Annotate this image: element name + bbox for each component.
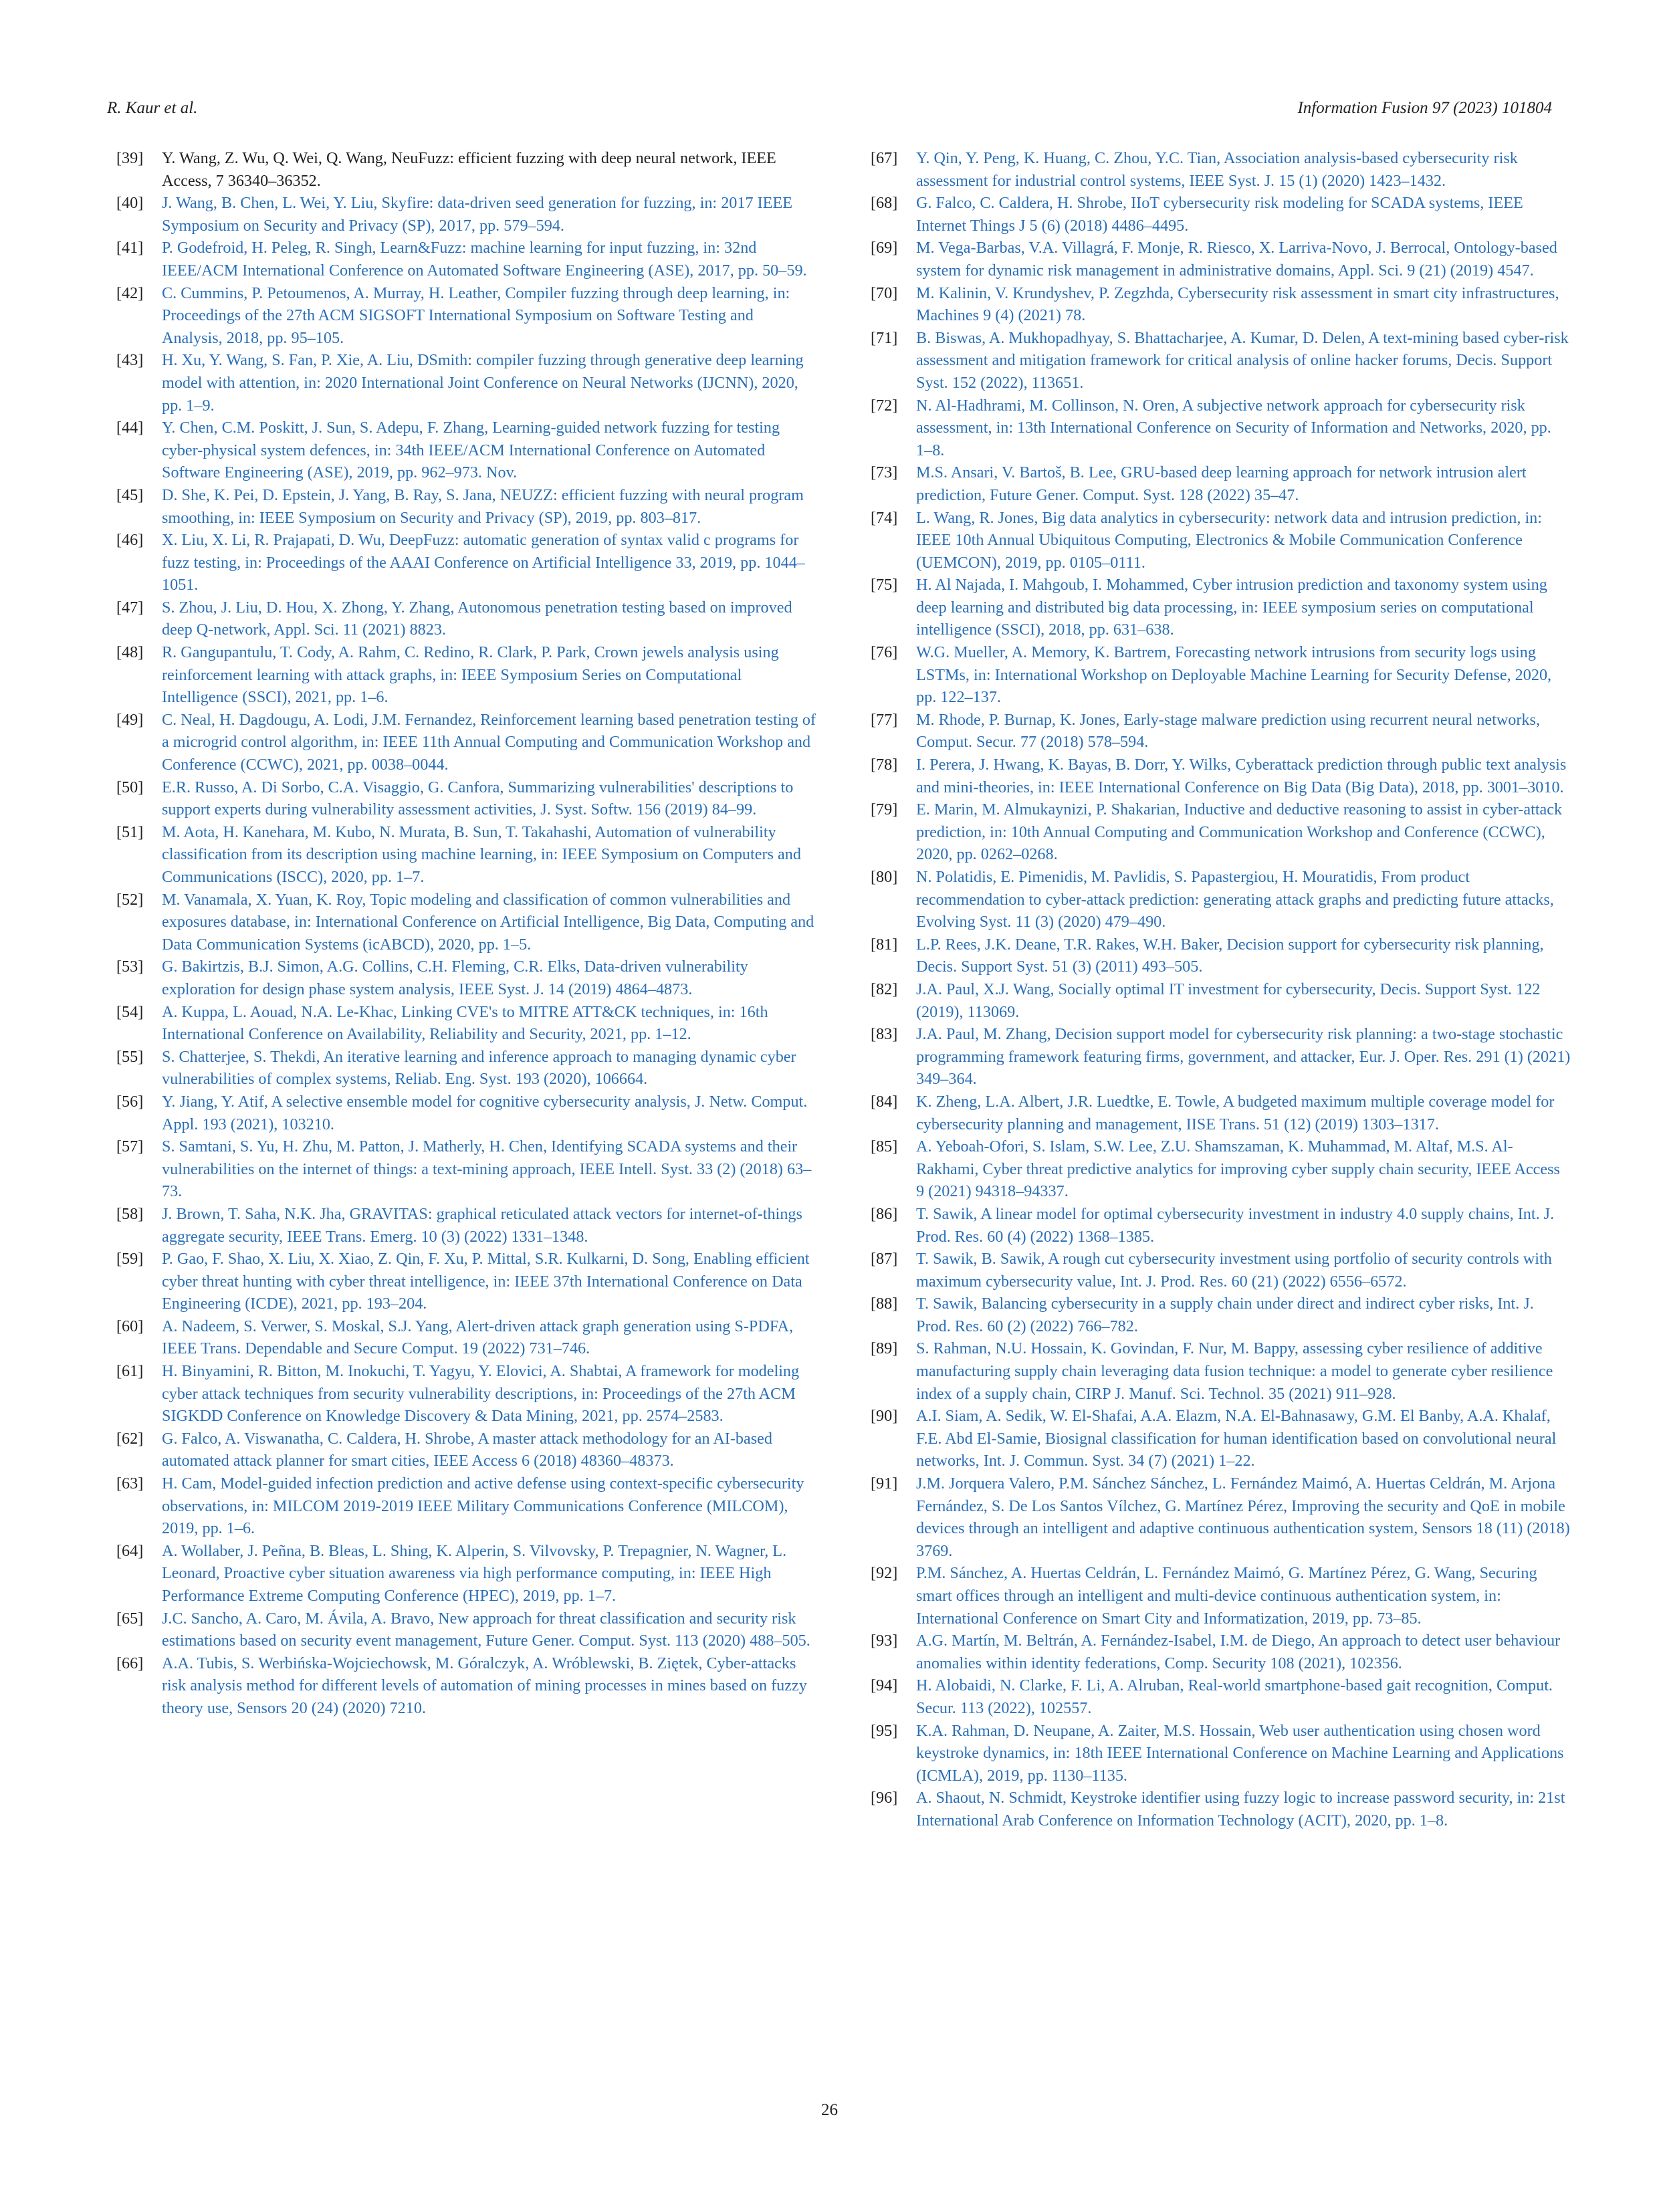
reference-number: [85] (871, 1137, 898, 1156)
reference-entry (116, 709, 817, 776)
reference-entry (116, 1315, 817, 1360)
reference-entry (116, 147, 817, 192)
reference-entry (116, 1472, 817, 1540)
reference-number: [82] (871, 980, 898, 998)
reference-number: [74] (871, 508, 898, 527)
reference-link[interactable]: H. Binyamini, R. Bitton, M. Inokuchi, T. Yagyu, Y. Elovici, A. Shabtai, A framework for modeling cyber attack techniques from security vulnerability descriptions, in: Proceedings of the 27th ACM SIGKDD Conference on Knowledge Discovery & Data Mining, 2021, pp. 2574–2583. (162, 1362, 800, 1426)
reference-entry (116, 1540, 817, 1608)
reference-number: [53] (116, 958, 144, 976)
reference-entry (871, 1720, 1571, 1787)
reference-number: [87] (871, 1250, 898, 1268)
reference-link[interactable]: W.G. Mueller, A. Memory, K. Bartrem, Forecasting network intrusions from security logs using LSTMs, in: International Workshop on Deployable Machine Learning for Security Defense, 2020, pp. 122–137. (916, 643, 1552, 707)
reference-link[interactable]: R. Gangupantulu, T. Cody, A. Rahm, C. Redino, R. Clark, P. Park, Crown jewels analysis using reinforcement learning with attack graphs, in: IEEE Symposium Series on Computational Intelligence (SSCI), 2021, pp. 1–6. (162, 643, 779, 707)
reference-entry (116, 956, 817, 1000)
reference-entry (116, 192, 817, 237)
reference-entry (116, 1203, 817, 1248)
reference-number: [58] (116, 1204, 144, 1223)
reference-link[interactable]: G. Falco, C. Caldera, H. Shrobe, IIoT cybersecurity risk modeling for SCADA systems, IEEE Internet Things J 5 (6) (2018) 4486–4495. (916, 194, 1523, 235)
reference-entry (871, 866, 1571, 933)
reference-number: [76] (871, 643, 898, 662)
reference-link[interactable]: S. Zhou, J. Liu, D. Hou, X. Zhong, Y. Zhang, Autonomous penetration testing based on improved deep Q-network, Appl. Sci. 11 (2021) 8823. (162, 598, 792, 639)
reference-link[interactable]: M. Aota, H. Kanehara, M. Kubo, N. Murata, B. Sun, T. Takahashi, Automation of vulnerability classification from its description using machine learning, in: IEEE Symposium on Computers and Communications (ISCC), 2020, pp. 1–7. (162, 822, 801, 886)
reference-number: [49] (116, 710, 144, 729)
reference-link[interactable]: Y. Jiang, Y. Atif, A selective ensemble model for cognitive cybersecurity analysis, J. Netw. Comput. Appl. 193 (2021), 103210. (162, 1092, 808, 1133)
reference-number: [78] (871, 756, 898, 774)
reference-link[interactable]: H. Alobaidi, N. Clarke, F. Li, A. Alruban, Real-world smartphone-based gait recognition, Comput. Secur. 113 (2022), 102557. (916, 1676, 1553, 1717)
reference-number: [94] (871, 1676, 898, 1695)
reference-entry (871, 1135, 1571, 1203)
reference-entry (116, 1135, 817, 1203)
reference-number: [46] (116, 531, 144, 550)
reference-link[interactable]: N. Al-Hadhrami, M. Collinson, N. Oren, A subjective network approach for cybersecurity risk assessment, in: 13th International Conference on Security of Information and Networks, 2020, pp. 1–8. (916, 396, 1551, 459)
reference-link[interactable]: A. Yeboah-Ofori, S. Islam, S.W. Lee, Z.U. Shamszaman, K. Muhammad, M. Altaf, M.S. Al-Rakhami, Cyber threat predictive analytics for improving cyber supply chain security, IEEE Access 9 (2021) 94318–94337. (916, 1137, 1560, 1201)
reference-entry (116, 596, 817, 641)
reference-number: [48] (116, 643, 144, 662)
reference-number: [57] (116, 1137, 144, 1156)
reference-link[interactable]: B. Biswas, A. Mukhopadhyay, S. Bhattacharjee, A. Kumar, D. Delen, A text-mining based cyber-risk assessment and mitigation framework for critical analysis of online hacker forums, Decis. Support Syst. 152 (2022), 113651. (916, 328, 1569, 392)
reference-entry (871, 1293, 1571, 1337)
reference-number: [61] (116, 1362, 144, 1381)
reference-number: [95] (871, 1721, 898, 1740)
reference-entry (871, 754, 1571, 798)
reference-entry (116, 776, 817, 821)
reference-entry (871, 574, 1571, 641)
reference-link[interactable]: H. Cam, Model-guided infection prediction and active defense using context-specific cybersecurity observations, in: MILCOM 2019-2019 IEEE Military Communications Conference (MILCOM), 2019, pp. 1–6. (162, 1474, 804, 1538)
reference-entry (116, 417, 817, 484)
reference-entry (871, 933, 1571, 978)
reference-link[interactable]: H. Al Najada, I. Mahgoub, I. Mohammed, Cyber intrusion prediction and taxonomy system using deep learning and distributed big data processing, in: IEEE symposium series on computational intelligence (SSCI), 2018, pp. 631–638. (916, 576, 1547, 639)
reference-entry (871, 237, 1571, 282)
reference-entry (871, 798, 1571, 866)
reference-entry (871, 641, 1571, 709)
reference-number: [51] (116, 822, 144, 841)
reference-entry (116, 1652, 817, 1720)
reference-link[interactable]: H. Xu, Y. Wang, S. Fan, P. Xie, A. Liu, DSmith: compiler fuzzing through generative deep learning model with attention, in: 2020 International Joint Conference on Neural Networks (IJCNN), 2020, pp. 1–9. (162, 351, 804, 415)
reference-link[interactable]: M. Kalinin, V. Krundyshev, P. Zegzhda, Cybersecurity risk assessment in smart city infrastructures, Machines 9 (4) (2021) 78. (916, 284, 1559, 325)
reference-link[interactable]: A.G. Martín, M. Beltrán, A. Fernández-Isabel, I.M. de Diego, An approach to detect user behaviour anomalies within identity federations, Comp. Security 108 (2021), 102356. (916, 1632, 1561, 1672)
reference-number: [70] (871, 284, 898, 302)
reference-number: [86] (871, 1204, 898, 1223)
reference-number: [84] (871, 1092, 898, 1111)
reference-number: [41] (116, 239, 144, 257)
reference-link[interactable]: J. Brown, T. Saha, N.K. Jha, GRAVITAS: graphical reticulated attack vectors for internet-of-things aggregate security, IEEE Trans. Emerg. 10 (3) (2022) 1331–1348. (162, 1204, 802, 1246)
reference-entry (871, 282, 1571, 327)
reference-number: [92] (871, 1564, 898, 1583)
reference-entry (116, 282, 817, 350)
reference-link[interactable]: X. Liu, X. Li, R. Prajapati, D. Wu, DeepFuzz: automatic generation of syntax valid c programs for fuzz testing, in: Proceedings of the AAAI Conference on Artificial Intelligence 33, 2019, pp. 1044–1051. (162, 531, 805, 594)
reference-number: [60] (116, 1317, 144, 1335)
reference-link[interactable]: K.A. Rahman, D. Neupane, A. Zaiter, M.S. Hossain, Web user authentication using chosen word keystroke dynamics, in: 18th IEEE International Conference on Machine Learning and Applications (ICMLA), 2019, pp. 1130–1135. (916, 1721, 1564, 1785)
reference-link[interactable]: G. Falco, A. Viswanatha, C. Caldera, H. Shrobe, A master attack methodology for an AI-based automated attack planner for smart cities, IEEE Access 6 (2018) 48360–48373. (162, 1429, 772, 1470)
reference-entry (871, 395, 1571, 462)
reference-number: [81] (871, 935, 898, 954)
reference-link[interactable]: J.M. Jorquera Valero, P.M. Sánchez Sánchez, L. Fernández Maimó, A. Huertas Celdrán, M. Arjona Fernández, S. De Los Santos Vílchez, G. Martínez Pérez, Improving the security and QoE in mobile devices through an intelligent and adaptive continuous authentication system, Sensors 18 (11) (2018) 3769. (916, 1474, 1570, 1560)
reference-entry (871, 978, 1571, 1023)
reference-entry (116, 1091, 817, 1135)
reference-link[interactable]: A. Shaout, N. Schmidt, Keystroke identifier using fuzzy logic to increase password security, in: 21st International Arab Conference on Information Technology (ACIT), 2020, pp. 1–8. (916, 1789, 1565, 1830)
reference-number: [67] (871, 149, 898, 167)
references-right-column (871, 147, 1571, 1832)
reference-entry (871, 1091, 1571, 1135)
reference-entry (116, 237, 817, 282)
reference-link[interactable]: T. Sawik, Balancing cybersecurity in a supply chain under direct and indirect cyber risks, Int. J. Prod. Res. 60 (2) (2022) 766–782. (916, 1295, 1534, 1335)
reference-number: [45] (116, 485, 144, 504)
reference-number: [80] (871, 868, 898, 886)
reference-entry (871, 1472, 1571, 1562)
reference-link[interactable]: Y. Qin, Y. Peng, K. Huang, C. Zhou, Y.C. Tian, Association analysis-based cybersecurity risk assessment for industrial control systems, IEEE Syst. J. 15 (1) (2020) 1423–1432. (916, 149, 1518, 190)
reference-number: [79] (871, 800, 898, 819)
reference-link[interactable]: N. Polatidis, E. Pimenidis, M. Pavlidis, S. Papastergiou, H. Mouratidis, From product recommendation to cyber-attack prediction: generating attack graphs and predicting future attacks, Evolving Syst. 11 (3) (2020) 479–490. (916, 868, 1554, 931)
reference-link[interactable]: L.P. Rees, J.K. Deane, T.R. Rakes, W.H. Baker, Decision support for cybersecurity risk planning, Decis. Support Syst. 51 (3) (2011) 493–505. (916, 935, 1544, 976)
reference-link[interactable]: J.C. Sancho, A. Caro, M. Ávila, A. Bravo, New approach for threat classification and security risk estimations based on security event management, Future Gener. Comput. Syst. 113 (2020) 488–505. (162, 1609, 810, 1650)
reference-number: [93] (871, 1632, 898, 1650)
reference-link[interactable]: L. Wang, R. Jones, Big data analytics in cybersecurity: network data and intrusion prediction, in: IEEE 10th Annual Ubiquitous Computing, Electronics & Mobile Communication Conference (UEMCON), 2019, pp. 0105–0111. (916, 508, 1543, 572)
reference-link[interactable]: A.A. Tubis, S. Werbińska-Wojciechowsk, M. Góralczyk, A. Wróblewski, B. Ziętek, Cyber-attacks risk analysis method for different levels of automation of mining processes in mines based on fuzzy theory use, Sensors 20 (24) (2020) 7210. (162, 1654, 807, 1717)
reference-number: [68] (871, 194, 898, 213)
reference-link[interactable]: J.A. Paul, X.J. Wang, Socially optimal IT investment for cybersecurity, Decis. Support Syst. 122 (2019), 113069. (916, 980, 1541, 1021)
reference-entry (871, 1203, 1571, 1248)
reference-number: [90] (871, 1407, 898, 1426)
reference-link[interactable]: A. Nadeem, S. Verwer, S. Moskal, S.J. Yang, Alert-driven attack graph generation using S-PDFA, IEEE Trans. Dependable and Secure Comput. 19 (2022) 731–746. (162, 1317, 794, 1358)
reference-link[interactable]: P.M. Sánchez, A. Huertas Celdrán, L. Fernández Maimó, G. Martínez Pérez, G. Wang, Securing smart offices through an intelligent and multi-device continuous authentication system, in: International Conference on Smart City and Informatization, 2019, pp. 73–85. (916, 1564, 1537, 1628)
reference-link[interactable]: M. Vanamala, X. Yuan, K. Roy, Topic modeling and classification of common vulnerabilities and exposures database, in: International Conference on Artificial Intelligence, Big Data, Computing and Data Communication Systems (icABCD), 2020, pp. 1–5. (162, 890, 814, 954)
reference-link[interactable]: C. Neal, H. Dagdougu, A. Lodi, J.M. Fernandez, Reinforcement learning based penetration testing of a microgrid control algorithm, in: IEEE 11th Annual Computing and Communication Workshop and Conference (CCWC), 2021, pp. 0038–0044. (162, 710, 816, 774)
reference-entry (116, 1046, 817, 1091)
reference-number: [73] (871, 463, 898, 482)
reference-entry (871, 1562, 1571, 1630)
reference-number: [42] (116, 284, 144, 302)
reference-entry (871, 1405, 1571, 1472)
reference-number: [44] (116, 419, 144, 437)
reference-number: [91] (871, 1474, 898, 1493)
reference-number: [69] (871, 239, 898, 257)
reference-entry (116, 821, 817, 889)
reference-number: [89] (871, 1339, 898, 1358)
reference-entry (116, 1248, 817, 1315)
reference-link[interactable]: A. Wollaber, J. Peñna, B. Bleas, L. Shing, K. Alperin, S. Vilvovsky, P. Trepagnier, N. Wagner, L. Leonard, Proactive cyber situation awareness via high performance computing, in: IEEE High Performance Extreme Computing Conference (HPEC), 2019, pp. 1–7. (162, 1541, 787, 1605)
reference-link[interactable]: T. Sawik, A linear model for optimal cybersecurity investment in industry 4.0 supply chains, Int. J. Prod. Res. 60 (4) (2022) 1368–1385. (916, 1204, 1555, 1246)
reference-number: [47] (116, 598, 144, 617)
reference-entry (116, 1001, 817, 1046)
reference-link[interactable]: T. Sawik, B. Sawik, A rough cut cybersecurity investment using portfolio of security controls with maximum cybersecurity value, Int. J. Prod. Res. 60 (21) (2022) 6556–6572. (916, 1250, 1552, 1291)
reference-link[interactable]: A.I. Siam, A. Sedik, W. El-Shafai, A.A. Elazm, N.A. El-Bahnasawy, G.M. El Banby, A.A. Khalaf, F.E. Abd El-Samie, Biosignal classification for human identification based on convolutional neural networks, Int. J. Commun. Syst. 34 (7) (2021) 1–22. (916, 1407, 1557, 1470)
reference-link[interactable]: P. Gao, F. Shao, X. Liu, X. Xiao, Z. Qin, F. Xu, P. Mittal, S.R. Kulkarni, D. Song, Enabling efficient cyber threat hunting with cyber threat intelligence, in: IEEE 37th International Conference on Data Engineering (ICDE), 2021, pp. 193–204. (162, 1250, 810, 1313)
reference-entry (116, 1428, 817, 1472)
reference-number: [50] (116, 778, 144, 796)
references-left-column (116, 147, 817, 1720)
reference-number: [62] (116, 1429, 144, 1448)
reference-number: [52] (116, 890, 144, 909)
reference-number: [72] (871, 396, 898, 415)
reference-link[interactable]: S. Rahman, N.U. Hossain, K. Govindan, F. Nur, M. Bappy, assessing cyber resilience of additive manufacturing supply chain leveraging data fusion technique: a model to generate cyber resilience index of a supply chain, CIRP J. Manuf. Sci. Technol. 35 (2021) 911–928. (916, 1339, 1553, 1403)
reference-number: [43] (116, 351, 144, 370)
reference-number: [75] (871, 576, 898, 594)
reference-entry (116, 484, 817, 529)
reference-link[interactable]: I. Perera, J. Hwang, K. Bayas, B. Dorr, Y. Wilks, Cyberattack prediction through public text analysis and mini-theories, in: IEEE International Conference on Big Data (Big Data), 2018, pp. 3001–3010. (916, 756, 1567, 796)
reference-entry (871, 327, 1571, 395)
reference-entry (871, 1337, 1571, 1405)
reference-entry (116, 1360, 817, 1428)
page-number: 26 (821, 2101, 838, 2119)
reference-number: [63] (116, 1474, 144, 1493)
reference-entry (116, 641, 817, 709)
reference-link[interactable]: K. Zheng, L.A. Albert, J.R. Luedtke, E. Towle, A budgeted maximum multiple coverage model for cybersecurity planning and management, IISE Trans. 51 (12) (2019) 1303–1317. (916, 1092, 1555, 1133)
reference-number: [39] (116, 149, 144, 167)
reference-entry (871, 192, 1571, 237)
reference-number: [64] (116, 1541, 144, 1560)
reference-link[interactable]: G. Bakirtzis, B.J. Simon, A.G. Collins, C.H. Fleming, C.R. Elks, Data-driven vulnerability exploration for design phase system analysis, IEEE Syst. J. 14 (2019) 4864–4873. (162, 958, 748, 998)
reference-number: [55] (116, 1047, 144, 1066)
reference-number: [77] (871, 710, 898, 729)
reference-number: [40] (116, 194, 144, 213)
reference-link[interactable]: S. Samtani, S. Yu, H. Zhu, M. Patton, J. Matherly, H. Chen, Identifying SCADA systems and their vulnerabilities on the internet of things: a text-mining approach, IEEE Intell. Syst. 33 (2) (2018) 63–73. (162, 1137, 812, 1201)
reference-link[interactable]: C. Cummins, P. Petoumenos, A. Murray, H. Leather, Compiler fuzzing through deep learning, in: Proceedings of the 27th ACM SIGSOFT International Symposium on Software Testing and Analysis, 2018, pp. 95–105. (162, 284, 790, 347)
reference-entry (116, 889, 817, 956)
reference-number: [83] (871, 1025, 898, 1044)
reference-number: [59] (116, 1250, 144, 1268)
reference-number: [71] (871, 328, 898, 347)
reference-entry (871, 1023, 1571, 1091)
reference-entry (871, 461, 1571, 506)
reference-entry (871, 1787, 1571, 1832)
reference-entry (116, 349, 817, 417)
reference-number: [54] (116, 1002, 144, 1021)
reference-link[interactable]: D. She, K. Pei, D. Epstein, J. Yang, B. Ray, S. Jana, NEUZZ: efficient fuzzing with neural program smoothing, in: IEEE Symposium on Security and Privacy (SP), 2019, pp. 803–817. (162, 485, 804, 527)
reference-number: [65] (116, 1609, 144, 1628)
reference-number: [56] (116, 1092, 144, 1111)
reference-entry (871, 1630, 1571, 1674)
running-header-journal: Information Fusion 97 (2023) 101804 (1297, 99, 1552, 117)
reference-entry (871, 507, 1571, 574)
reference-entry (116, 1608, 817, 1652)
reference-link[interactable]: M. Vega-Barbas, V.A. Villagrá, F. Monje, R. Riesco, X. Larriva-Novo, J. Berrocal, Ontology-based system for dynamic risk management in administrative domains, Appl. Sci. 9 (21) (2019) 4547. (916, 239, 1557, 280)
reference-link[interactable]: E.R. Russo, A. Di Sorbo, C.A. Visaggio, G. Canfora, Summarizing vulnerabilities' descriptions to support experts during vulnerability assessment activities, J. Syst. Softw. 156 (2019) 84–99. (162, 778, 794, 819)
reference-entry (871, 709, 1571, 754)
running-header-authors: R. Kaur et al. (107, 99, 198, 117)
reference-number: [88] (871, 1295, 898, 1313)
reference-entry (871, 147, 1571, 192)
reference-link[interactable]: M. Rhode, P. Burnap, K. Jones, Early-stage malware prediction using recurrent neural networks, Comput. Secur. 77 (2018) 578–594. (916, 710, 1540, 752)
reference-number: [66] (116, 1654, 144, 1672)
reference-number: [96] (871, 1789, 898, 1807)
reference-link[interactable]: S. Chatterjee, S. Thekdi, An iterative learning and inference approach to managing dynamic cyber vulnerabilities of complex systems, Reliab. Eng. Syst. 193 (2020), 106664. (162, 1047, 796, 1089)
reference-entry (871, 1674, 1571, 1719)
reference-link[interactable]: J. Wang, B. Chen, L. Wei, Y. Liu, Skyfire: data-driven seed generation for fuzzing, in: 2017 IEEE Symposium on Security and Privacy (SP), 2017, pp. 579–594. (162, 194, 793, 235)
reference-entry (116, 529, 817, 596)
reference-link[interactable]: Y. Chen, C.M. Poskitt, J. Sun, S. Adepu, F. Zhang, Learning-guided network fuzzing for testing cyber-physical system defences, in: 34th IEEE/ACM International Conference on Automated Software Engineering (ASE), 2019, pp. 962–973. Nov. (162, 419, 780, 482)
reference-link[interactable]: A. Kuppa, L. Aouad, N.A. Le-Khac, Linking CVE's to MITRE ATT&CK techniques, in: 16th International Conference on Availability, Reliability and Security, 2021, pp. 1–12. (162, 1002, 768, 1044)
reference-link[interactable]: J.A. Paul, M. Zhang, Decision support model for cybersecurity risk planning: a two-stage stochastic programming framework featuring firms, government, and attacker, Eur. J. Oper. Res. 291 (1) (2021) 349–364. (916, 1025, 1571, 1089)
reference-link: Y. Wang, Z. Wu, Q. Wei, Q. Wang, NeuFuzz: efficient fuzzing with deep neural network, IEEE Access, 7 36340–36352. (162, 149, 776, 190)
reference-link[interactable]: P. Godefroid, H. Peleg, R. Singh, Learn&Fuzz: machine learning for input fuzzing, in: 32nd IEEE/ACM International Conference on Automated Software Engineering (ASE), 2017, pp. 50–59. (162, 239, 807, 280)
reference-entry (871, 1248, 1571, 1293)
reference-link[interactable]: M.S. Ansari, V. Bartoš, B. Lee, GRU-based deep learning approach for network intrusion alert prediction, Future Gener. Comput. Syst. 128 (2022) 35–47. (916, 463, 1527, 504)
reference-link[interactable]: E. Marin, M. Almukaynizi, P. Shakarian, Inductive and deductive reasoning to assist in cyber-attack prediction, in: 10th Annual Computing and Communication Workshop and Conference (CCWC), 2020, pp. 0262–0268. (916, 800, 1563, 864)
